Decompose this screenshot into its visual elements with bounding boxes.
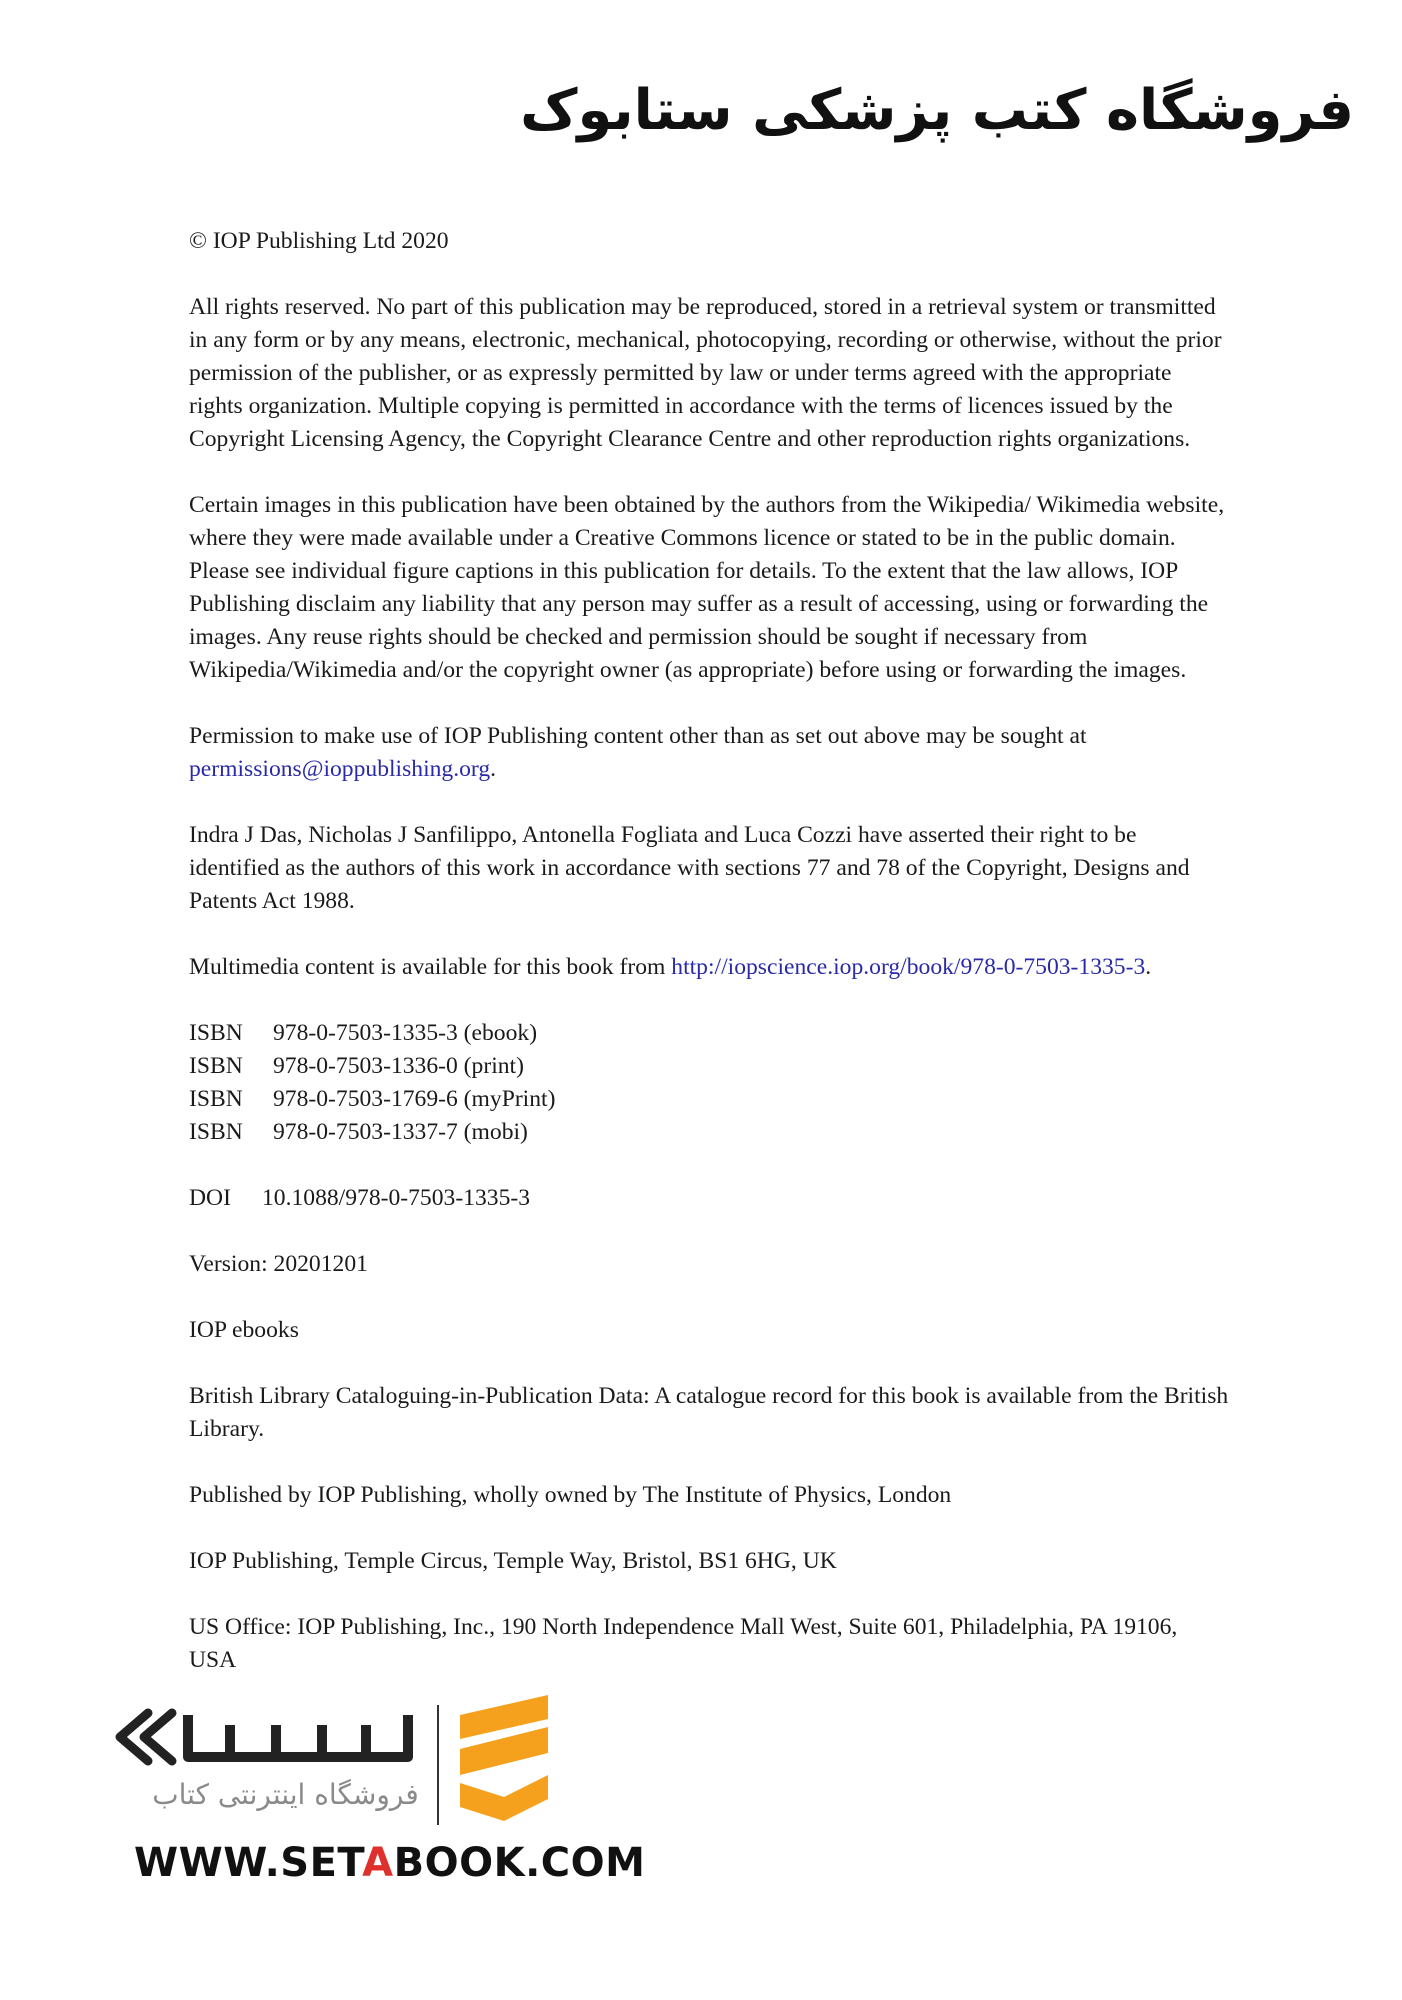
doi-label: DOI bbox=[189, 1185, 231, 1211]
isbn-row bbox=[189, 1050, 1229, 1083]
version-line: Version: 20201201 bbox=[189, 1251, 368, 1277]
permission-text: Permission to make use of IOP Publishing content other than as set out above may be sought at bbox=[189, 723, 1087, 749]
logo-tagline: فروشگاه اینترنتی کتاب bbox=[152, 1778, 419, 1811]
isbn-row bbox=[189, 1116, 1229, 1149]
permissions-email-link[interactable]: permissions@ioppublishing.org bbox=[189, 756, 491, 782]
isbn-label: ISBN bbox=[189, 1119, 243, 1145]
isbn-label: ISBN bbox=[189, 1053, 243, 1079]
isbn-value: 978-0-7503-1337-7 (mobi) bbox=[273, 1119, 528, 1145]
published-by-line: Published by IOP Publishing, wholly owned by The Institute of Physics, London bbox=[189, 1482, 952, 1508]
doi-value: 10.1088/978-0-7503-1335-3 bbox=[262, 1185, 531, 1211]
website-url bbox=[134, 1840, 645, 1886]
website-url-suffix: BOOK.COM bbox=[393, 1840, 646, 1886]
multimedia-paragraph bbox=[189, 951, 1229, 984]
isbn-row bbox=[189, 1083, 1229, 1116]
setabook-logo-icon bbox=[108, 1695, 608, 1835]
multimedia-text: Multimedia content is available for this book from bbox=[189, 954, 666, 980]
multimedia-end: . bbox=[1145, 954, 1152, 980]
isbn-value: 978-0-7503-1769-6 (myPrint) bbox=[273, 1086, 556, 1112]
multimedia-url-link[interactable]: http://iopscience.iop.org/book/978-0-7503-1335-3 bbox=[671, 954, 1146, 980]
us-office-paragraph: US Office: IOP Publishing, Inc., 190 North Independence Mall West, Suite 601, Philadelphia, PA 19106, USA bbox=[189, 1614, 1178, 1673]
isbn-label: ISBN bbox=[189, 1020, 243, 1046]
images-notice-paragraph: Certain images in this publication have been obtained by the authors from the Wikipedia/ Wikimedia website, where they were made available under a Creative Commons licence or stated to be in the public domain. Please see individual figure captions in this publication for details. To the extent that the law allows, IOP Publishing disclaim any liability that any person may suffer as a result of accessing, using or forwarding the images. Any reuse rights should be checked and permission should be sought if necessary from Wikipedia/Wikimedia and/or the copyright owner (as appropriate) before using or forwarding the images. bbox=[189, 492, 1225, 683]
series-line: IOP ebooks bbox=[189, 1317, 299, 1343]
permission-end: . bbox=[490, 756, 497, 782]
cataloguing-paragraph: British Library Cataloguing-in-Publication Data: A catalogue record for this book is available from the British Library. bbox=[189, 1383, 1229, 1442]
isbn-row bbox=[189, 1017, 1229, 1050]
isbn-value: 978-0-7503-1335-3 (ebook) bbox=[273, 1020, 538, 1046]
setabook-watermark-logo bbox=[108, 1695, 646, 1895]
authors-paragraph: Indra J Das, Nicholas J Sanfilippo, Antonella Fogliata and Luca Cozzi have asserted their right to be identified as the authors of this work in accordance with sections 77 and 78 of the Copyright, Designs and Patents Act 1988. bbox=[189, 822, 1190, 914]
store-watermark-title: فروشگاه کتب پزشکی ستابوک bbox=[520, 78, 1354, 143]
permission-paragraph bbox=[189, 720, 1229, 786]
publisher-address-line: IOP Publishing, Temple Circus, Temple Way, Bristol, BS1 6HG, UK bbox=[189, 1548, 837, 1574]
isbn-list bbox=[189, 1017, 1229, 1149]
website-url-accent: A bbox=[362, 1840, 394, 1886]
isbn-value: 978-0-7503-1336-0 (print) bbox=[273, 1053, 524, 1079]
rights-paragraph: All rights reserved. No part of this publication may be reproduced, stored in a retrieval system or transmitted in any form or by any means, electronic, mechanical, photocopying, recording or otherwise, without the prior permission of the publisher, or as expressly permitted by law or under terms agreed with the appropriate rights organization. Multiple copying is permitted in accordance with the terms of licences issued by the Copyright Licensing Agency, the Copyright Clearance Centre and other reproduction rights organizations. bbox=[189, 294, 1222, 452]
copyright-line: © IOP Publishing Ltd 2020 bbox=[189, 228, 449, 254]
website-url-prefix: WWW.SET bbox=[134, 1840, 363, 1886]
isbn-label: ISBN bbox=[189, 1086, 243, 1112]
copyright-page-body bbox=[189, 225, 1229, 1710]
doi-line bbox=[189, 1182, 1229, 1215]
